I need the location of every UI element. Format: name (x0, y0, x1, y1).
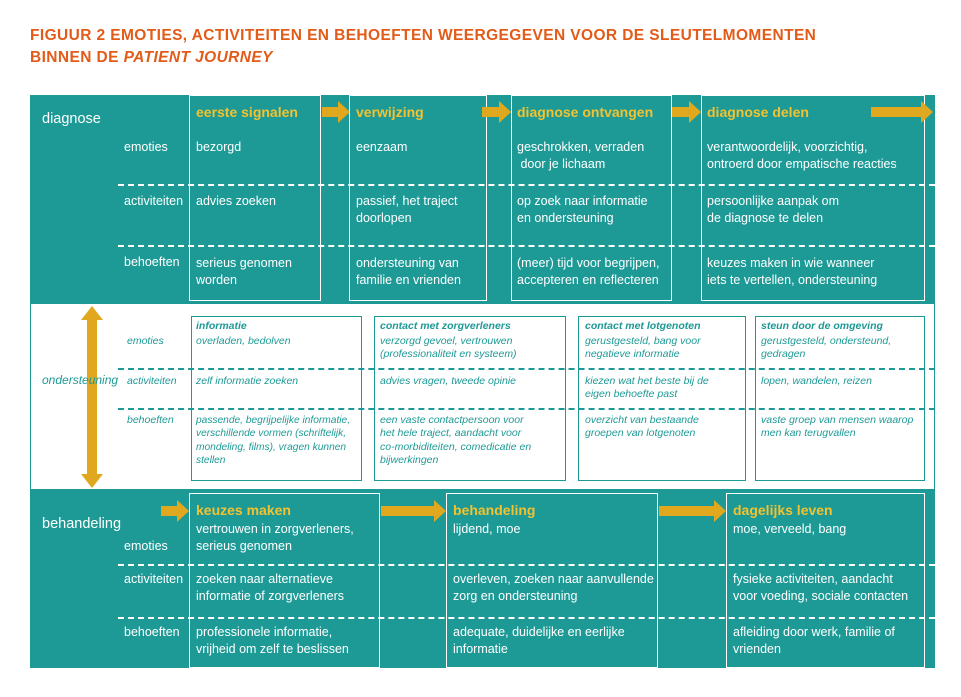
cell-activiteiten: lopen, wandelen, reizen (761, 375, 872, 387)
figure-title-italic: PATIENT JOURNEY (123, 49, 273, 66)
arrow-right-icon (322, 101, 350, 123)
row-label-behoeften: behoeften (127, 414, 174, 426)
cell-emoties: lijdend, moe (453, 522, 521, 536)
cell-activiteiten: kiezen wat het beste bij de eigen behoefte past (585, 375, 709, 401)
arrow-right-icon (161, 500, 189, 522)
cell-behoeften: professionele informatie, vrijheid om zelf te beslissen (196, 625, 349, 656)
step-heading-keuzes-maken: keuzes maken (196, 502, 291, 518)
cell-emoties: bezorgd (196, 140, 242, 154)
cell-behoeften: keuzes maken in wie wanneer iets te vertellen, ondersteuning (707, 256, 878, 287)
figure-title-line1: FIGUUR 2 EMOTIES, ACTIVITEITEN EN BEHOEFTEN WEERGEGEVEN VOOR DE SLEUTELMOMENTEN (30, 27, 817, 44)
cell-emoties: gerustgesteld, bang voor negatieve informatie (585, 335, 701, 361)
support-heading-informatie: informatie (196, 320, 247, 332)
cell-emoties: overladen, bedolven (196, 335, 291, 347)
section-label-diagnose: diagnose (42, 111, 101, 127)
figure-title-line2 (30, 49, 273, 67)
row-label-emoties: emoties (127, 335, 164, 347)
arrow-right-icon (381, 500, 446, 522)
row-divider (118, 368, 935, 370)
cell-emoties: verzorgd gevoel, vertrouwen (professionaliteit en systeem) (380, 335, 517, 361)
arrow-right-icon (672, 101, 701, 123)
step-heading-eerste-signalen: eerste signalen (196, 104, 298, 120)
arrow-right-icon (871, 101, 933, 123)
cell-behoeften: vaste groep van mensen waarop men kan terugvallen (761, 414, 914, 440)
row-label-activiteiten: activiteiten (124, 194, 184, 208)
cell-behoeften: passende, begrijpelijke informatie, verschillende vormen (schriftelijk, mondeling, films), vragen kunnen stellen (196, 415, 351, 467)
cell-activiteiten: advies zoeken (196, 194, 276, 208)
cell-activiteiten: zoeken naar alternatieve informatie of zorgverleners (196, 572, 344, 603)
row-divider (118, 564, 935, 566)
cell-behoeften: adequate, duidelijke en eerlijke informatie (453, 625, 625, 656)
row-divider (118, 617, 935, 619)
cell-emoties: verantwoordelijk, voorzichtig, ontroerd door empatische reacties (707, 140, 897, 171)
cell-behoeften: een vaste contactpersoon voor het hele traject, aandacht voor co-morbiditeiten, comedicatie en bijwerkingen (380, 414, 532, 467)
cell-behoeften: overzicht van bestaande groepen van lotgenoten (585, 414, 699, 440)
cell-activiteiten: zelf informatie zoeken (196, 375, 299, 387)
cell-emoties: moe, verveeld, bang (733, 522, 847, 536)
row-label-behoeften: behoeften (124, 255, 180, 269)
cell-activiteiten: op zoek naar informatie en ondersteuning (517, 194, 648, 225)
section-label-behandeling: behandeling (42, 516, 122, 532)
row-label-emoties: emoties (124, 140, 168, 154)
cell-behoeften: afleiding door werk, familie of vrienden (733, 625, 895, 656)
row-divider (118, 184, 935, 186)
section-label-ondersteuning: ondersteuning (42, 373, 119, 387)
cell-activiteiten: fysieke activiteiten, aandacht voor voeding, sociale contacten (733, 572, 909, 603)
cell-behoeften: ondersteuning van familie en vrienden (356, 256, 461, 287)
figure-title-prefix: BINNEN DE (30, 49, 124, 66)
cell-emoties: eenzaam (356, 140, 408, 154)
cell-behoeften: (meer) tijd voor begrijpen, accepteren en reflecteren (517, 256, 660, 287)
step-heading-behandeling: behandeling (453, 502, 536, 518)
row-label-activiteiten: activiteiten (124, 572, 184, 586)
cell-emoties: geschrokken, verraden door je lichaam (517, 140, 645, 171)
step-heading-diagnose-delen: diagnose delen (707, 104, 809, 120)
cell-emoties: gerustgesteld, ondersteund, gedragen (761, 335, 892, 361)
step-heading-diagnose-ontvangen: diagnose ontvangen (517, 104, 654, 120)
cell-activiteiten: persoonlijke aanpak om de diagnose te delen (707, 194, 840, 225)
cell-activiteiten: passief, het traject doorlopen (356, 194, 458, 225)
row-divider (118, 408, 935, 410)
row-label-emoties: emoties (124, 539, 168, 553)
row-label-activiteiten: activiteiten (127, 375, 177, 387)
row-label-behoeften: behoeften (124, 625, 180, 639)
support-heading-lotgenoten: contact met lotgenoten (585, 320, 701, 332)
arrow-right-icon (482, 101, 511, 123)
cell-activiteiten: overleven, zoeken naar aanvullende zorg en ondersteuning (453, 572, 654, 603)
cell-behoeften: serieus genomen worden (196, 256, 292, 287)
row-divider (118, 245, 935, 247)
arrow-right-icon (659, 500, 726, 522)
support-heading-omgeving: steun door de omgeving (761, 320, 883, 332)
cell-emoties: vertrouwen in zorgverleners, serieus genomen (196, 522, 354, 553)
step-heading-verwijzing: verwijzing (356, 104, 424, 120)
cell-activiteiten: advies vragen, tweede opinie (380, 375, 517, 387)
arrow-up-down-icon (81, 306, 103, 488)
support-heading-zorgverleners: contact met zorgverleners (380, 320, 511, 332)
step-heading-dagelijks-leven: dagelijks leven (733, 502, 833, 518)
